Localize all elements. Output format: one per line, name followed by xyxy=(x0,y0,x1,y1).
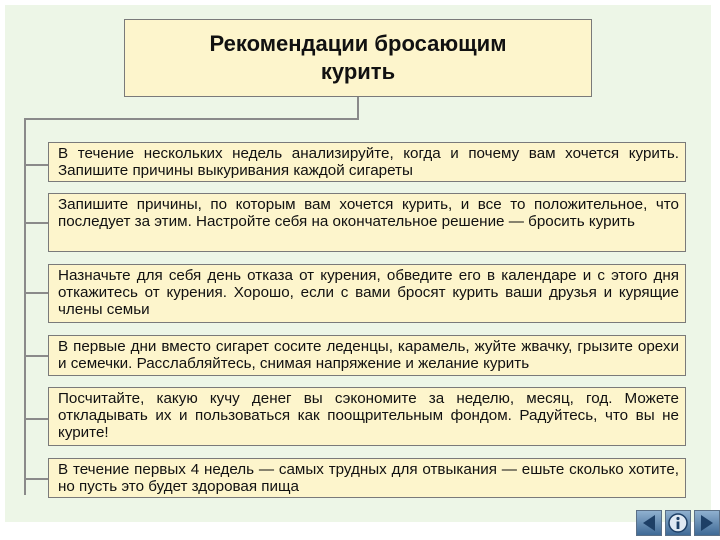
recommendation-text: Назначьте для себя день отказа от курения, обведите его в календаре и с этого дня откажитесь от курения. Хорошо, если с вами бросят курить ваши друзья и курящие члены семьи xyxy=(58,267,679,319)
back-arrow-icon xyxy=(637,511,661,535)
connector-line xyxy=(357,97,359,120)
recommendation-box xyxy=(48,193,686,252)
recommendation-box xyxy=(48,335,686,376)
recommendation-text: В первые дни вместо сигарет сосите леденцы, карамель, жуйте жвачку, грызите орехи и семечки. Расслабляйтесь, снимая напряжение и желание курить xyxy=(58,338,679,373)
back-button[interactable] xyxy=(636,510,662,536)
connector-line xyxy=(24,118,358,120)
recommendation-box xyxy=(48,458,686,498)
recommendation-box xyxy=(48,142,686,182)
recommendation-text: В течение нескольких недель анализируйте, когда и почему вам хочется курить. Запишите причины выкуривания каждой сигареты xyxy=(58,145,679,180)
connector-branch xyxy=(24,355,49,357)
connector-trunk xyxy=(24,119,26,495)
connector-branch xyxy=(24,164,49,166)
title-box xyxy=(124,19,592,97)
forward-arrow-icon xyxy=(695,511,719,535)
connector-branch xyxy=(24,222,49,224)
recommendation-box xyxy=(48,264,686,323)
recommendation-text: Запишите причины, по которым вам хочется курить, и все то положительное, что последует за этим. Настройте себя на окончательное решение — бросить курить xyxy=(58,196,679,231)
recommendation-text: В течение первых 4 недель — самых трудных для отвыкания — ешьте сколько хотите, но пусть это будет здоровая пища xyxy=(58,461,679,496)
connector-branch xyxy=(24,292,49,294)
connector-branch xyxy=(24,418,49,420)
forward-button[interactable] xyxy=(694,510,720,536)
recommendation-box xyxy=(48,387,686,446)
recommendation-text: Посчитайте, какую кучу денег вы сэкономите за неделю, месяц, год. Можете откладывать их и пользоваться как поощрительным фондом. Радуйтесь, что вы не курите! xyxy=(58,390,679,442)
connector-branch xyxy=(24,478,49,480)
info-icon xyxy=(666,511,690,535)
slide-title: Рекомендации бросающим курить xyxy=(209,31,507,84)
info-button[interactable] xyxy=(665,510,691,536)
